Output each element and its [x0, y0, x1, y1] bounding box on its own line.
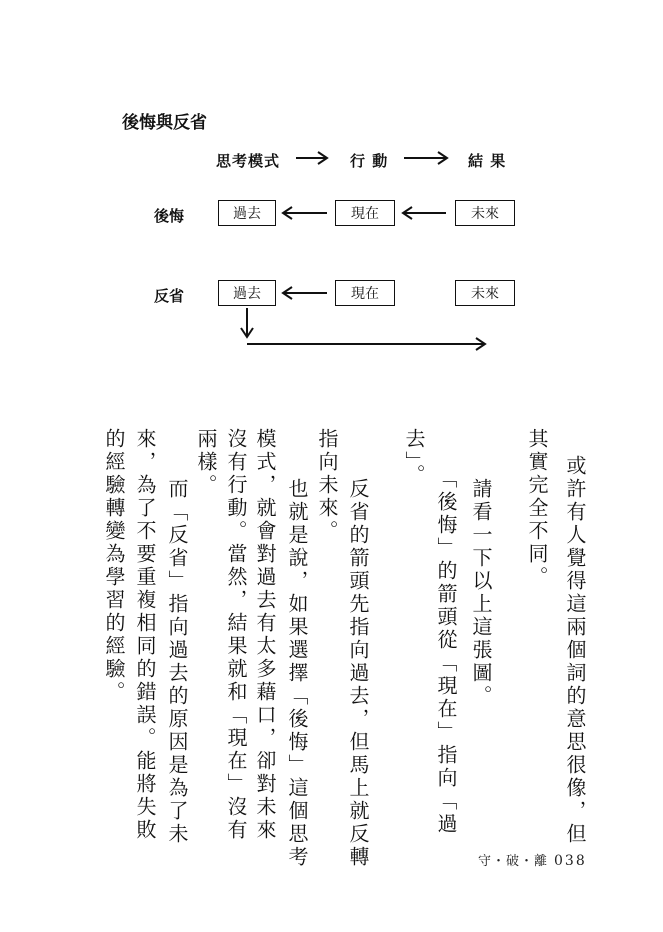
text-column: 而「反省」指向過去的原因是為了未	[165, 455, 189, 846]
text-column: 其實完全不同。	[525, 428, 549, 589]
box-label: 現在	[351, 286, 379, 302]
text-column: 指向未來。	[315, 428, 339, 543]
header-thinking-mode: 思考模式	[216, 152, 281, 170]
text-column: 也就是說，如果選擇「後悔」這個思考	[285, 455, 309, 869]
text-column: 「後悔」的箭頭從「現在」指向「過	[434, 455, 458, 836]
text-column: 沒有行動。當然，結果就和「現在」沒有	[224, 428, 248, 842]
diagram-title: 後悔與反省	[122, 113, 207, 133]
text-column: 兩樣。	[194, 428, 218, 497]
box-label: 未來	[471, 286, 499, 302]
header-action: 行 動	[350, 152, 389, 170]
text-column: 反省的箭頭先指向過去，但馬上就反轉	[346, 455, 370, 869]
text-column: 去」。	[402, 428, 426, 487]
box-label: 未來	[471, 206, 499, 222]
text-column: 來，為了不要重複相同的錯誤。能將失敗	[133, 428, 157, 842]
text-column: 請看一下以上這張圖。	[469, 455, 493, 708]
box-label: 過去	[233, 286, 261, 302]
text-column: 或許有人覺得這兩個詞的意思很像，但	[563, 455, 587, 846]
header-result: 結 果	[468, 152, 507, 170]
row-label-reflect: 反省	[154, 287, 185, 305]
page-number: 038	[554, 853, 587, 869]
text-column: 模式，就會對過去有太多藉口，卻對未來	[253, 428, 277, 842]
text-column: 的經驗轉變為學習的經驗。	[102, 428, 126, 704]
book-title: 守・破・離	[478, 854, 549, 869]
box-label: 過去	[233, 206, 261, 222]
box-label: 現在	[351, 206, 379, 222]
page-footer	[478, 850, 587, 869]
row-label-regret: 後悔	[154, 207, 185, 225]
diagram-arrows	[0, 0, 663, 400]
